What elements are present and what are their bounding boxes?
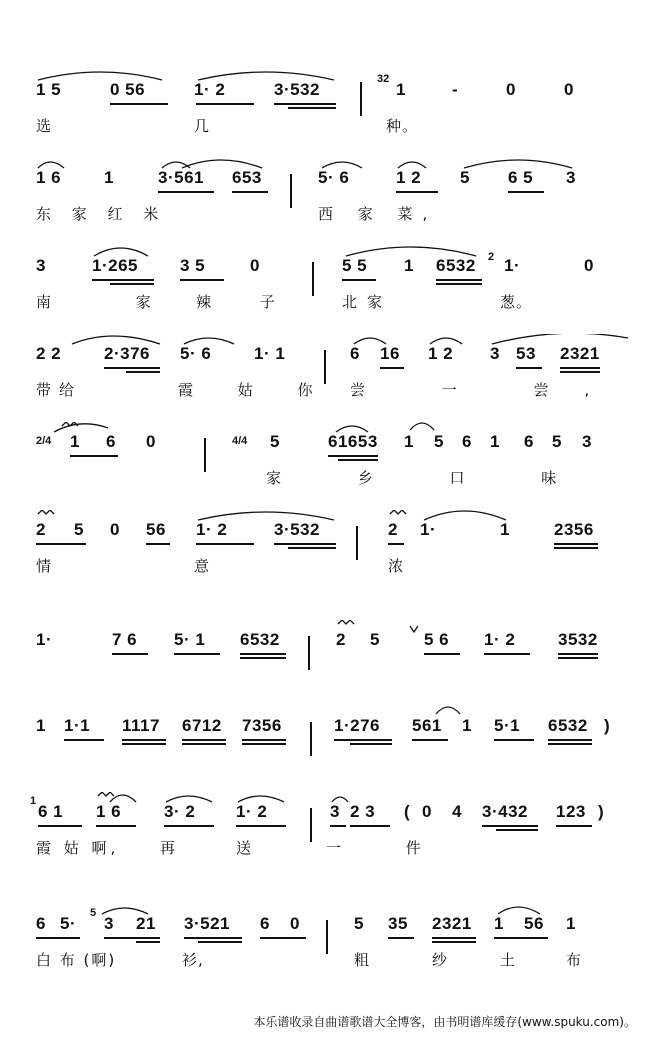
underline — [274, 543, 336, 545]
note-group: 0 — [110, 520, 120, 539]
note-group: 0 — [250, 256, 260, 275]
lyric-text: 葱。 — [500, 293, 533, 311]
underline — [350, 743, 392, 745]
underline — [350, 825, 390, 827]
underline — [388, 937, 414, 939]
underline — [274, 103, 336, 105]
note-group: 5 — [460, 168, 470, 187]
lyric-text: 尝 一 尝, — [350, 381, 626, 399]
lyrics-row — [0, 555, 648, 581]
underline — [288, 547, 336, 549]
underline — [122, 739, 166, 741]
underline — [184, 937, 242, 939]
underline — [126, 371, 160, 373]
note-group: 1·276 — [334, 716, 380, 735]
underline — [182, 739, 226, 741]
lyric-text: 霞 姑 啊, — [36, 839, 120, 857]
note-group: 3·532 — [274, 520, 320, 539]
note-group: 1· — [504, 256, 521, 275]
note-group: 2 — [36, 520, 46, 539]
note-group: 1117 — [122, 716, 160, 735]
underline — [240, 657, 286, 659]
lyric-text: 南 家 — [36, 293, 191, 311]
note-group: 6532 — [548, 716, 588, 735]
underline — [146, 543, 170, 545]
note-group: 5· 6 — [180, 344, 212, 363]
lyric-text: 土 — [500, 951, 517, 969]
grace-note: 2 — [488, 251, 495, 263]
underline — [70, 455, 118, 457]
note-group: 1 — [500, 520, 510, 539]
note-group: 3 — [36, 256, 46, 275]
underline — [196, 103, 254, 105]
lyric-text: 辣 子 — [196, 293, 297, 311]
lyric-text: 白 布 (啊) — [36, 951, 117, 969]
note-group: 5 — [434, 432, 444, 451]
underline — [242, 739, 286, 741]
note-group: 1 6 — [36, 168, 62, 187]
underline — [432, 941, 476, 943]
note-group: 5 — [270, 432, 280, 451]
notes-row — [0, 251, 648, 286]
lyric-text: 家 乡 口 味 — [266, 469, 593, 487]
note-group: 5 5 — [342, 256, 368, 275]
underline — [554, 547, 598, 549]
notes-row — [0, 344, 648, 374]
bar-line — [310, 722, 312, 756]
note-group: 1 5 — [36, 80, 62, 99]
note-group: 2·376 — [104, 344, 150, 363]
time-signature: 2/4 — [36, 435, 52, 447]
note-group: 1 — [566, 914, 576, 933]
underline — [496, 829, 538, 831]
lyric-text: 情 — [36, 557, 53, 575]
lyric-text: 种。 — [386, 117, 419, 135]
lyric-text: 选 — [36, 117, 53, 135]
note-group: 1· 2 — [194, 80, 226, 99]
note-group: 0 — [290, 914, 300, 933]
note-group: 21 — [136, 914, 156, 933]
note-group: 5 — [370, 630, 380, 649]
note-group: 1 — [494, 914, 504, 933]
notes-row — [0, 907, 648, 944]
note-group: 1 — [462, 716, 472, 735]
note-group: 6 — [524, 432, 534, 451]
note-group: 2321 — [432, 914, 472, 933]
note-group: 3 — [330, 802, 340, 821]
note-group: 56 — [524, 914, 544, 933]
note-group: 6532 — [436, 256, 476, 275]
lyric-text: 东 家 红 米 — [36, 205, 167, 223]
note-group: 3 5 — [180, 256, 206, 275]
underline — [38, 825, 82, 827]
underline — [36, 543, 86, 545]
note-group: ) — [604, 716, 611, 735]
note-group: 5 — [354, 914, 364, 933]
underline — [110, 103, 168, 105]
score-system-1 — [0, 70, 648, 158]
note-group: 123 — [556, 802, 586, 821]
lyric-text: 一 件 — [326, 839, 451, 857]
underline — [516, 367, 542, 369]
lyric-text: 纱 — [432, 951, 449, 969]
score-system-2 — [0, 158, 648, 246]
note-group: 6532 — [240, 630, 280, 649]
underline — [494, 937, 548, 939]
note-group: 3·432 — [482, 802, 528, 821]
underline — [494, 739, 534, 741]
underline — [158, 191, 214, 193]
underline — [436, 283, 482, 285]
note-group: 6 — [350, 344, 360, 363]
note-group: 3· 2 — [164, 802, 196, 821]
underline — [558, 657, 598, 659]
note-group: 2 — [336, 630, 346, 649]
underline — [436, 279, 482, 281]
lyrics-row — [0, 115, 648, 141]
time-signature: 4/4 — [232, 435, 248, 447]
note-group: 1· 2 — [484, 630, 516, 649]
underline — [112, 653, 148, 655]
note-group: 1· 2 — [196, 520, 228, 539]
underline — [104, 367, 160, 369]
note-group: 0 — [146, 432, 156, 451]
note-group: 5 — [74, 520, 84, 539]
note-group: 0 — [584, 256, 594, 275]
note-group: 5 — [552, 432, 562, 451]
note-group: 61653 — [328, 432, 378, 451]
note-group: 1 6 — [96, 802, 122, 821]
underline — [164, 825, 214, 827]
note-group: 1· — [420, 520, 437, 539]
lyrics-row — [0, 379, 648, 405]
score-system-8 — [0, 706, 648, 794]
notes-row — [0, 716, 648, 746]
underline — [560, 367, 600, 369]
note-group: 561 — [412, 716, 442, 735]
underline — [36, 937, 80, 939]
note-group: 1 2 — [428, 344, 454, 363]
lyrics-row — [0, 203, 648, 229]
note-group: 7356 — [242, 716, 282, 735]
note-group: 1 — [104, 168, 114, 187]
score-system-3 — [0, 246, 648, 334]
lyric-text: 粗 — [354, 951, 371, 969]
underline — [328, 455, 378, 457]
note-group: 1 — [490, 432, 500, 451]
note-group: 3·532 — [274, 80, 320, 99]
note-group: 1 — [396, 80, 406, 99]
underline — [136, 941, 160, 943]
note-group: 1·1 — [64, 716, 91, 735]
underline — [196, 543, 254, 545]
score-system-4 — [0, 334, 648, 422]
underline — [396, 191, 438, 193]
note-group: 35 — [388, 914, 408, 933]
score-system-7 — [0, 620, 648, 708]
note-group: 56 — [146, 520, 166, 539]
underline — [122, 743, 166, 745]
note-group: - — [452, 80, 459, 99]
note-group: 7 6 — [112, 630, 138, 649]
note-group: 1· 2 — [236, 802, 268, 821]
score-system-5 — [0, 422, 648, 510]
note-group: 2 3 — [350, 802, 376, 821]
lyric-text: 带给 — [36, 381, 83, 399]
note-group: 5· 6 — [318, 168, 350, 187]
note-group: 2356 — [554, 520, 594, 539]
note-group: 0 — [564, 80, 574, 99]
note-group: 5· 1 — [174, 630, 206, 649]
grace-note: 1 — [30, 795, 37, 807]
note-group: 3 — [490, 344, 500, 363]
underline — [342, 279, 376, 281]
underline — [334, 739, 392, 741]
notes-row — [0, 432, 648, 462]
lyric-text: 送 — [236, 839, 253, 857]
note-group: 1 — [70, 432, 80, 451]
lyric-text: 意 — [194, 557, 211, 575]
note-group: 3 — [566, 168, 576, 187]
note-group: 653 — [232, 168, 262, 187]
note-group: 5· — [60, 914, 77, 933]
underline — [232, 191, 268, 193]
note-group: 1·265 — [92, 256, 138, 275]
lyrics-row — [0, 837, 648, 863]
notes-row — [0, 73, 648, 110]
notes-row — [0, 520, 648, 550]
source-footer: 本乐谱收录自曲谱歌谱大全博客，由书明谱库缓存(www.spuku.com)。 — [253, 1015, 636, 1029]
note-group: 5 6 — [424, 630, 450, 649]
note-group: 6 5 — [508, 168, 534, 187]
underline — [548, 743, 592, 745]
score-system-10 — [0, 904, 648, 992]
note-group: 3·521 — [184, 914, 230, 933]
bar-line — [360, 82, 362, 116]
note-group: 6 — [260, 914, 270, 933]
underline — [240, 653, 286, 655]
underline — [242, 743, 286, 745]
note-group: 1 2 — [396, 168, 422, 187]
notes-row — [0, 795, 648, 832]
note-group: 6 — [106, 432, 116, 451]
underline — [380, 367, 404, 369]
note-group: 6 — [36, 914, 46, 933]
note-group: 3532 — [558, 630, 598, 649]
lyric-text: 霞 姑 你 — [178, 381, 333, 399]
lyric-text: 北家 — [342, 293, 393, 311]
note-group: ) — [598, 802, 605, 821]
note-group: ( — [404, 802, 411, 821]
underline — [412, 739, 448, 741]
note-group: 1· — [36, 630, 53, 649]
underline — [182, 743, 226, 745]
note-group: 2 2 — [36, 344, 62, 363]
underline — [104, 937, 160, 939]
lyric-text: 再 — [160, 839, 177, 857]
underline — [288, 107, 336, 109]
underline — [236, 825, 286, 827]
score-system-9 — [0, 792, 648, 880]
underline — [424, 653, 460, 655]
note-group: 53 — [516, 344, 536, 363]
note-group: 1 — [404, 432, 414, 451]
lyrics-row — [0, 291, 648, 317]
note-group: 2 — [388, 520, 398, 539]
underline — [554, 543, 598, 545]
lyric-text: 几 — [194, 117, 211, 135]
note-group: 3·561 — [158, 168, 204, 187]
note-group: 1 — [404, 256, 414, 275]
lyric-text: 衫, — [182, 951, 204, 969]
note-group: 0 — [506, 80, 516, 99]
underline — [198, 941, 242, 943]
note-group: 6 1 — [38, 802, 64, 821]
underline — [110, 283, 154, 285]
note-group: 3 — [582, 432, 592, 451]
underline — [508, 191, 544, 193]
note-group: 0 56 — [110, 80, 146, 99]
underline — [482, 825, 538, 827]
lyric-text: 浓 — [388, 557, 405, 575]
note-group: 2321 — [560, 344, 600, 363]
underline — [388, 543, 404, 545]
lyric-text: 布 — [566, 951, 583, 969]
note-group: 1· 1 — [254, 344, 286, 363]
underline — [64, 739, 104, 741]
underline — [92, 279, 154, 281]
notes-row — [0, 630, 648, 660]
underline — [558, 653, 598, 655]
grace-note: 5 — [90, 907, 97, 919]
note-group: 6 — [462, 432, 472, 451]
bar-line — [308, 636, 310, 670]
underline — [484, 653, 530, 655]
note-group: 0 — [422, 802, 432, 821]
underline — [330, 825, 346, 827]
note-group: 6712 — [182, 716, 222, 735]
underline — [96, 825, 136, 827]
score-system-6 — [0, 510, 648, 598]
lyrics-row — [0, 949, 648, 975]
underline — [432, 937, 476, 939]
underline — [338, 459, 378, 461]
underline — [548, 739, 592, 741]
note-group: 5·1 — [494, 716, 521, 735]
note-group: 1 — [36, 716, 46, 735]
underline — [560, 371, 600, 373]
notes-row — [0, 168, 648, 198]
underline — [556, 825, 592, 827]
note-group: 16 — [380, 344, 400, 363]
lyrics-row — [0, 467, 648, 493]
underline — [260, 937, 306, 939]
grace-note: 32 — [377, 73, 390, 85]
underline — [180, 279, 224, 281]
note-group: 4 — [452, 802, 462, 821]
lyric-text: 西 家 菜, — [318, 205, 438, 223]
underline — [174, 653, 220, 655]
note-group: 3 — [104, 914, 114, 933]
